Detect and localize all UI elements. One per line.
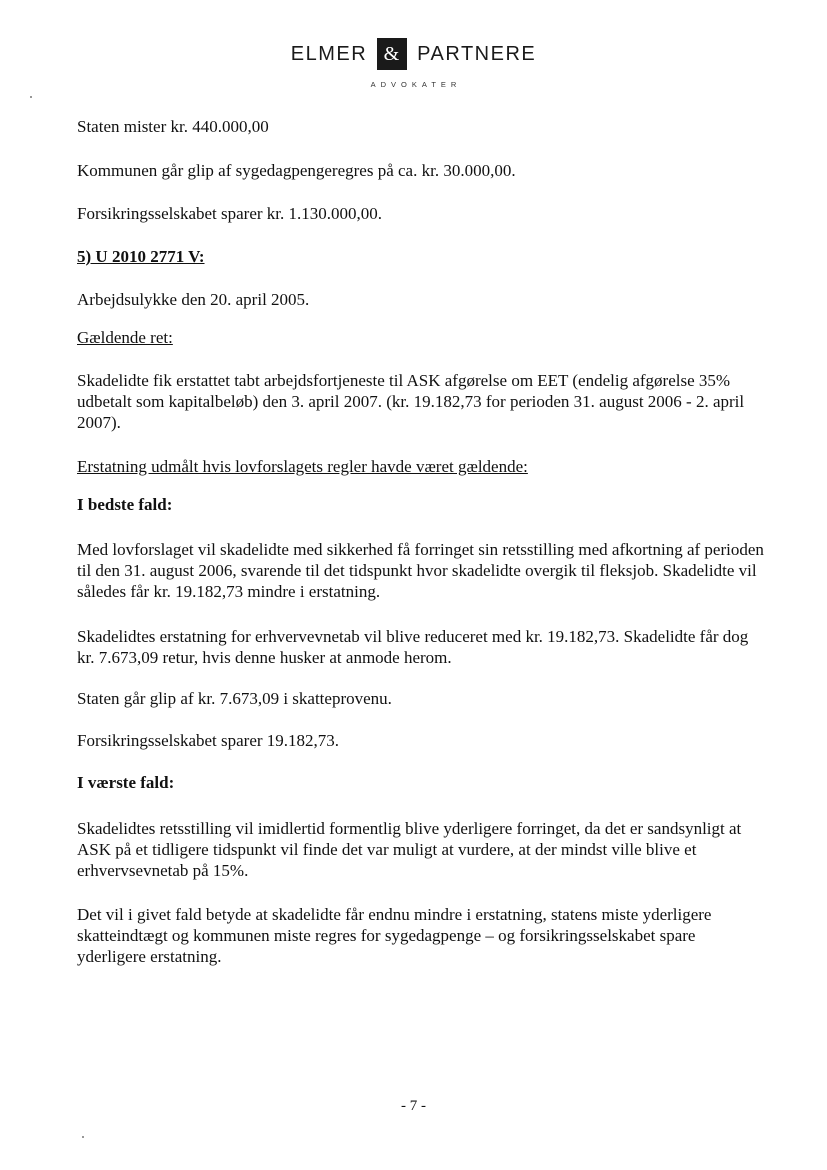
firm-subtitle: ADVOKATER (370, 80, 462, 89)
paragraph-forsikring: Forsikringsselskabet sparer kr. 1.130.000,00. (77, 204, 383, 223)
case-heading: 5) U 2010 2771 V: (77, 247, 205, 266)
heading-erstatning-udmaalt: Erstatning udmålt hvis lovforslagets regler havde været gældende: (77, 457, 528, 476)
scan-speck (82, 1136, 84, 1138)
firm-name-right: PARTNERE (417, 42, 537, 65)
paragraph-skatteprovenu: Staten går glip af kr. 7.673,09 i skatteprovenu. (77, 689, 392, 708)
heading-gaeldende-ret: Gældende ret: (77, 328, 173, 347)
ampersand-glyph: & (383, 42, 401, 65)
paragraph-givet-fald: Det vil i givet fald betyde at skadelidte får endnu mindre i erstatning, statens miste yderligere skatteindtægt og kommunen miste regres for sygedagpenge – og forsikringsselskabet spare yderligere erstatning. (77, 905, 712, 966)
paragraph-retsstilling: Skadelidtes retsstilling vil imidlertid formentlig blive yderligere forringet, da det er sandsynligt at ASK på et tidligere tidspunkt vil finde det var muligt at vurdere, at der mindst ville blive et erhvervsevnetab på 15%. (77, 819, 742, 880)
firm-name-left: ELMER (290, 42, 368, 65)
paragraph-lovforslaget: Med lovforslaget vil skadelidte med sikkerhed få forringet sin retsstilling med afkortning af perioden til den 31. august 2006, svarende til det tidspunkt hvor skadelidte overgik til fleksjob. Skadelidte vil således får kr. 19.182,73 mindre i erstatning. (77, 540, 764, 601)
paragraph-erhvervevnetab: Skadelidtes erstatning for erhvervevnetab vil blive reduceret med kr. 19.182,73. Skadelidte får dog kr. 7.673,09 retur, hvis denne husker at anmode herom. (77, 627, 749, 667)
paragraph-kommunen: Kommunen går glip af sygedagpengeregres på ca. kr. 30.000,00. (77, 161, 516, 180)
page-number: - 7 - (401, 1098, 426, 1114)
ampersand-logo-box (377, 38, 407, 70)
paragraph-staten: Staten mister kr. 440.000,00 (77, 117, 269, 136)
paragraph-forsikring-sparer: Forsikringsselskabet sparer 19.182,73. (77, 731, 340, 750)
paragraph-skadelidte-erstattet: Skadelidte fik erstattet tabt arbejdsfortjeneste til ASK afgørelse om EET (endelig afgørelse 35% udbetalt som kapitalbeløb) den 3. april 2007. (kr. 19.182,73 for perioden 31. august 2006 - 2. april 2007). (77, 371, 745, 432)
paragraph-arbejdsulykke: Arbejdsulykke den 20. april 2005. (77, 290, 310, 309)
heading-vaerste-fald: I værste fald: (77, 773, 175, 792)
scan-speck (30, 96, 32, 98)
letterhead (0, 38, 827, 89)
heading-bedste-fald: I bedste fald: (77, 495, 173, 514)
firm-logo (0, 38, 827, 70)
